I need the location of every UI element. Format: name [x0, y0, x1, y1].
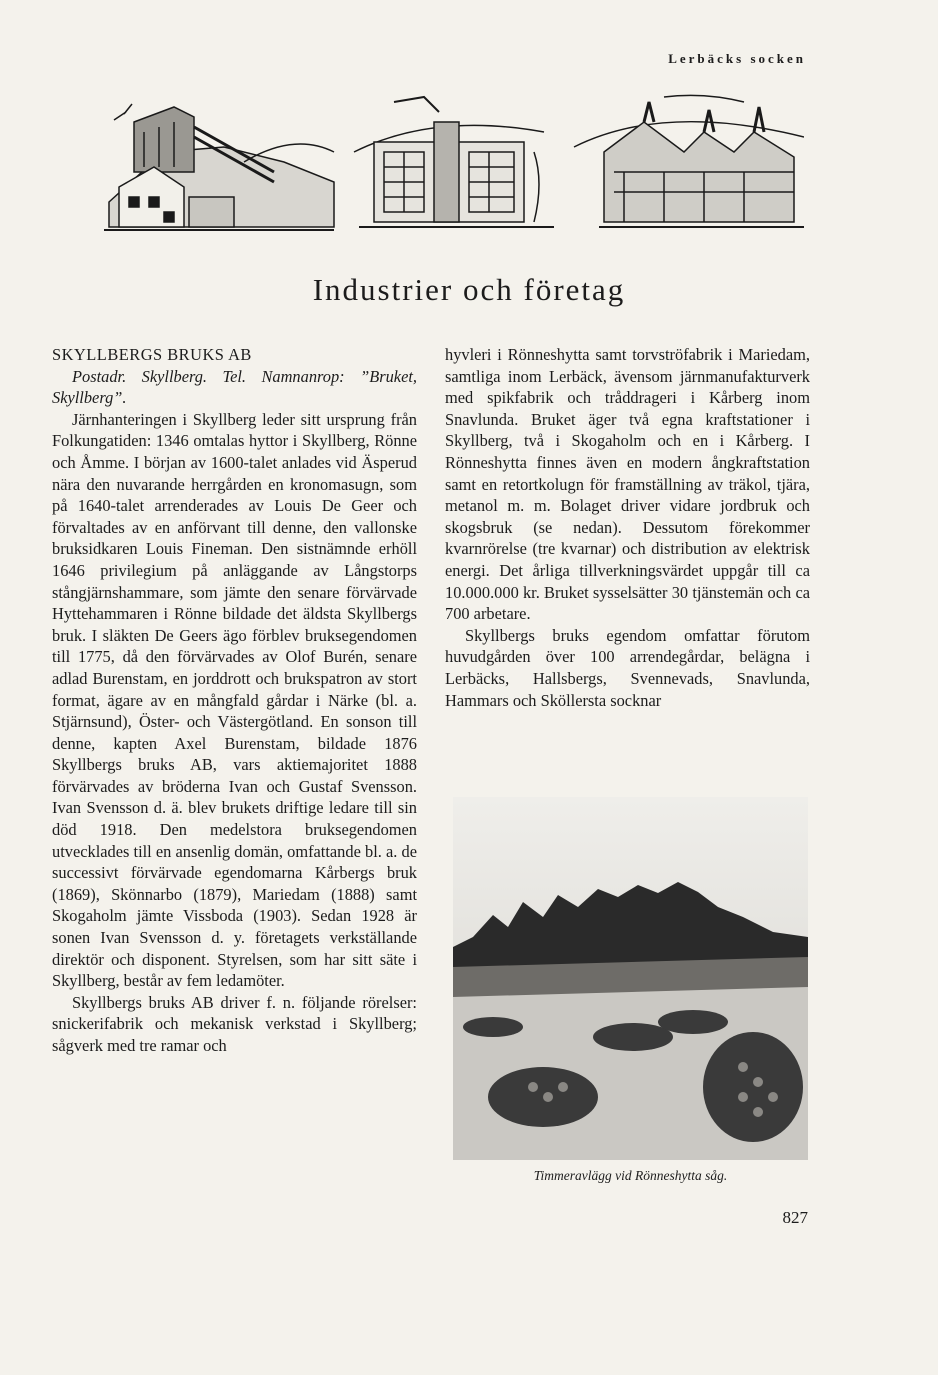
running-head: Lerbäcks socken — [668, 51, 806, 66]
section-title: Industrier och företag — [312, 272, 626, 307]
photo-caption: Timmeravlägg vid Rönneshytta såg. — [533, 1168, 728, 1183]
right-column — [445, 344, 810, 711]
timber-yard-photo — [453, 797, 808, 1160]
history-paragraph: Järnhanteringen i Skyllberg leder sitt ursprung från Folkungatiden: 1346 omtalas hyttor i Skyllberg, Rönne och Åmme. I början av 1600-talet anlades vid Äsperud nära den nuvarande herrgården en kronomasugn, som på 1640-talet arrenderades av Louis De Geer och förvaltades av en anförvant till denne, den vallonske bruksidkaren Louis Fineman. Den sistnämnde erhöll 1646 privilegium på anläggande av Långstorps stångjärnshammare, som jämte den senare förvärvade Hyttehammaren i Rönne bildade det äldsta Skyllbergs bruk. I släkten De Geers ägo förblev bruksegendomen till 1775, då den förvärvades av Olof Burén, senare adlad Burenstam, en jorddrott och brukspatron av stort format, ägare av en mångfald gårdar i Närke (bl. a. Stjärnsund), Öster- och Västergötland. En sonson till denne, kapten Axel Burenstam, bildade 1876 Skyllbergs bruks AB, vars aktiemajoritet 1888 förvärvades av bröderna Ivan och Gustaf Svensson. Ivan Svensson d. ä. blev brukets driftige ledare till sin död 1918. Den medelstora bruksegendomen utvecklades till en ansenlig domän, omfattande bl. a. de successivt förvärvade egendomarna Kårbergs bruk (1869), Skönnarbo (1879), Mariedam (1888) samt Skogaholm jämte Vissboda (1903). Sedan 1928 är sonen Ivan Svensson d. y. företagets verkställande direktör och disponent. Styrelsen, som har sitt säte i Skyllberg, består av fem ledamöter. — [52, 409, 417, 991]
industry-sketch-illustration — [104, 92, 804, 240]
operations-continued-paragraph: hyvleri i Rönneshytta samt torvströfabrik i Mariedam, samtliga inom Lerbäck, ävensom järnmanufakturverk med spikfabrik och tråddrageri i Kårberg inom Snavlunda. Bruket äger två egna kraftstationer i Skyllberg, två i Skogaholm och en i Kårberg. I Rönneshytta finnes även en modern ångkraftstation samt en retortkolugn för framställning av träkol, tjära, metanol m. m. Bolaget driver vidare jordbruk och skogsbruk (se nedan). Dessutom förekommer kvarnrörelse (tre kvarnar) och distribution av elektrisk energi. Det årliga tillverkningsvärdet uppgår till ca 10.000.000 kr. Bruket sysselsätter 30 tjänstemän och ca 700 arbetare. — [445, 345, 810, 624]
company-name: SKYLLBERGS BRUKS AB — [52, 345, 252, 364]
postal-info: Postadr. Skyllberg. Tel. Namnanrop: ”Bruket, Skyllberg”. — [52, 366, 417, 408]
operations-paragraph: Skyllbergs bruks AB driver f. n. följande rörelser: snickerifabrik och mekanisk verkstad i Skyllberg; sågverk med tre ramar och — [52, 992, 417, 1055]
property-paragraph: Skyllbergs bruks egendom omfattar förutom huvudgården över 100 arrendegårdar, belägna i Lerbäcks, Hallsbergs, Svennevads, Snavlunda, Hammars och Sköllersta socknar — [445, 625, 810, 710]
page-number: 827 — [782, 1208, 808, 1227]
left-column — [52, 344, 417, 1057]
